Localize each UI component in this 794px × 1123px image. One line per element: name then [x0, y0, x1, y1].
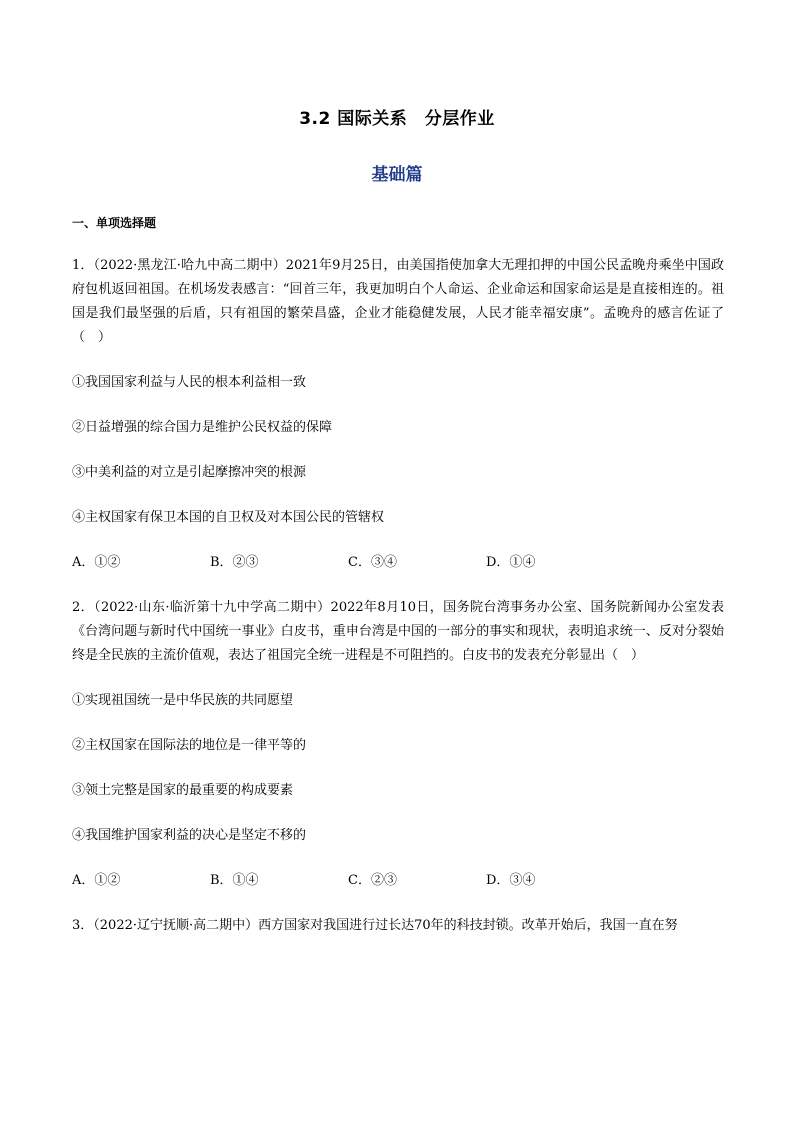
choice-a: A．①②	[72, 555, 121, 570]
question-list	[72, 254, 724, 959]
question-2	[72, 596, 724, 893]
question-stem: 1．（2022·黑龙江·哈九中高二期中）2021年9月25日，由美国指使加拿大无理扣押的中国公民孟晚舟乘坐中国政府包机返回祖国。在机场发表感言：“回首三年，我更加明白个人命运、企业命运和国家命运是是直接相连的。祖国是我们最坚强的后盾，只有祖国的繁荣昌盛，企业才能稳健发展，人民才能幸福安康”。孟晚舟的感言佐证了（ ）	[72, 258, 724, 345]
choice-a: A．①②	[72, 873, 121, 888]
document-subtitle: 基础篇	[371, 165, 423, 185]
answer-choices	[72, 869, 724, 893]
question-stem: 2．（2022·山东·临沂第十九中学高二期中）2022年8月10日，国务院台湾事务办公室、国务院新闻办公室发表《台湾问题与新时代中国统一事业》白皮书，重申台湾是中国的一部分的事实和现状，表明追求统一、反对分裂始终是全民族的主流价值观，表达了祖国完全统一进程是不可阻挡的。白皮书的发表充分彰显出（ ）	[72, 600, 724, 663]
statement-option: ②日益增强的综合国力是维护公民权益的保障	[72, 420, 333, 435]
statement-option: ④主权国家有保卫本国的自卫权及对本国公民的管辖权	[72, 510, 385, 525]
statement-option: ②主权国家在国际法的地位是一律平等的	[72, 738, 307, 753]
choice-d: D．①④	[486, 555, 536, 570]
choice-b: B．②③	[210, 555, 259, 570]
section-heading: 一、单项选择题	[72, 216, 157, 230]
choice-c: C．②③	[348, 873, 397, 888]
statement-option: ③中美利益的对立是引起摩擦冲突的根源	[72, 465, 307, 480]
question-3	[72, 914, 724, 938]
statement-option: ①我国国家利益与人民的根本利益相一致	[72, 375, 307, 390]
choice-b: B．①④	[210, 873, 259, 888]
statement-option: ③领土完整是国家的最重要的构成要素	[72, 783, 294, 798]
question-stem: 3．（2022·辽宁抚顺·高二期中）西方国家对我国进行过长达70年的科技封锁。改革开始后，我国一直在努	[72, 918, 678, 933]
statement-option: ④我国维护国家利益的决心是坚定不移的	[72, 828, 307, 843]
answer-choices	[72, 551, 724, 575]
choice-d: D．③④	[486, 873, 536, 888]
choice-c: C．③④	[348, 555, 397, 570]
statement-option: ①实现祖国统一是中华民族的共同愿望	[72, 693, 294, 708]
document-title: 3.2 国际关系 分层作业	[299, 109, 495, 129]
question-1	[72, 254, 724, 575]
